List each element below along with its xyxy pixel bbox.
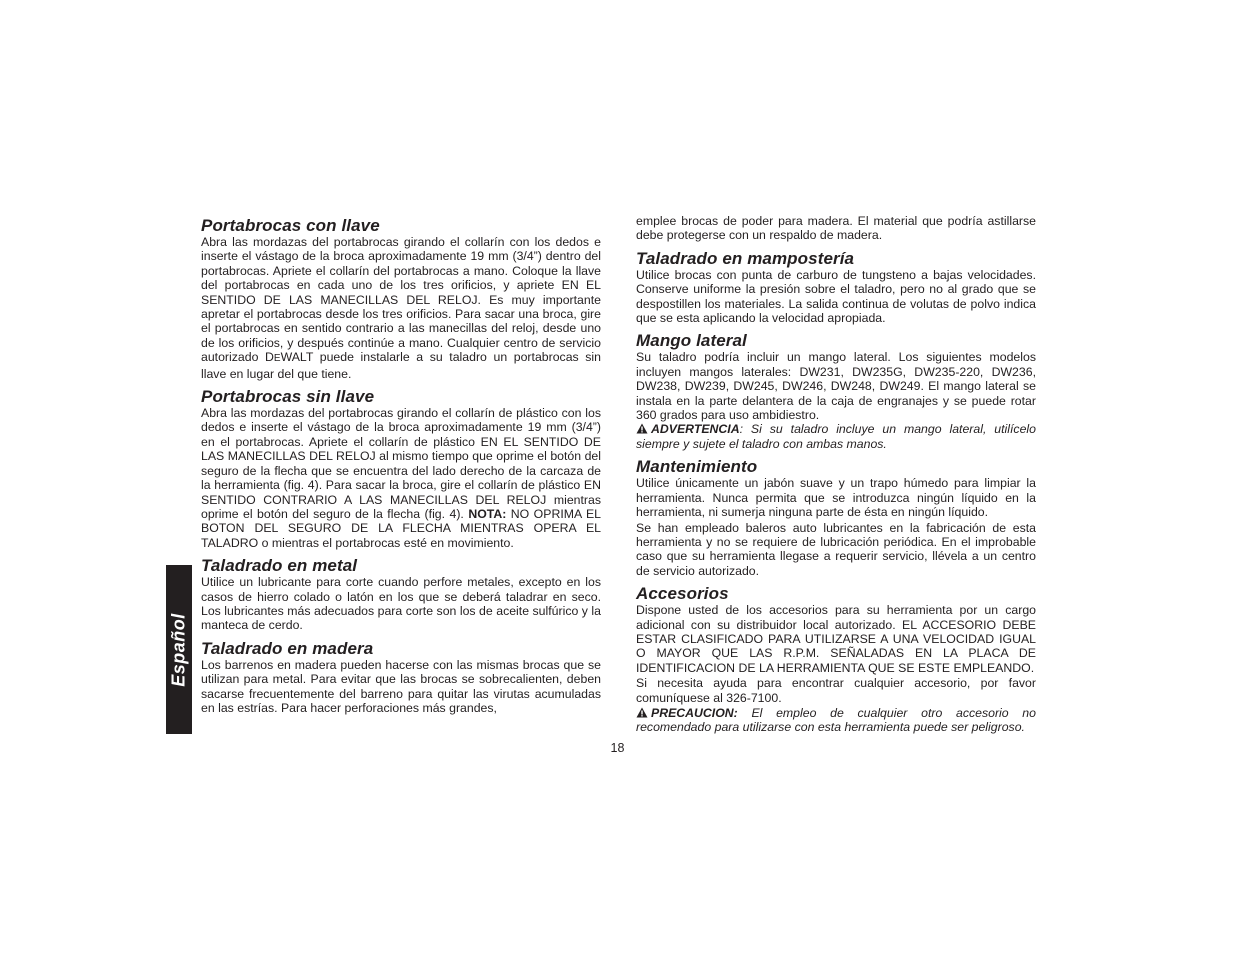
section-heading: Mango lateral — [636, 331, 747, 351]
section-body — [201, 406, 601, 550]
section-body: Utilice brocas con punta de carburo de tungsteno a bajas velocidades. Conserve uniforme la presión sobre el taladro, pero no al grado que se despostillen los materiales. La salida continua de volutas de polvo indica que se esta aplicando la velocidad apropiada. — [636, 267, 1036, 326]
section-body: Si necesita ayuda para encontrar cualquier accesorio, por favor comuníquese al 326-7100. — [636, 676, 1036, 705]
section-body: Utilice únicamente un jabón suave y un trapo húmedo para limpiar la herramienta. Nunca permita que se introduzca ningún líquido en la herramienta, ni sumerja ninguna parte de ésta en ningún líquido. — [636, 476, 1036, 520]
language-side-tab — [166, 565, 192, 734]
left-column — [201, 214, 601, 715]
section-body — [201, 235, 601, 381]
page-number: 18 — [610, 741, 625, 755]
warning-paragraph — [636, 422, 1036, 451]
section-heading: Portabrocas sin llave — [201, 387, 375, 407]
continued-text: emplee brocas de poder para madera. El material que podría astillarse debe protegerse con un respaldo de madera. — [636, 214, 1036, 243]
warning-triangle-icon — [636, 423, 648, 434]
body-text: Abra las mordazas del portabrocas girando el collarín con los dedos e inserte el vástago de la broca aproximadamente 19 mm (3/4”) dentro del portabrocas. Apriete el collarín del portabrocas a mano. Coloque la llave del portabrocas en cada uno de los tres orificios, y apriete EN EL SENTIDO DE LAS MANECILLAS DEL RELOJ. Es muy importante apretar el portabrocas desde los tres orificios. Para sacar una broca, gire el portabrocas en sentido contrario a las manecillas del reloj, desde uno de los orificios, y después continúe a mano. Cualquier centro de servicio autorizado D — [201, 235, 601, 365]
section-heading: Mantenimiento — [636, 457, 758, 477]
language-tab-label: Español — [168, 612, 189, 687]
right-column — [636, 214, 1036, 735]
brand-small-cap: E — [273, 353, 281, 365]
section-heading: Taladrado en madera — [201, 638, 374, 658]
body-text: WALT puede instalarle a su taladro un portabrocas sin llave en lugar del que tiene. — [201, 350, 601, 381]
warning-triangle-icon — [636, 707, 648, 718]
section-heading: Taladrado en mampostería — [636, 248, 855, 268]
warning-label: ADVERTENCIA — [651, 422, 740, 437]
note-text: NO OPRIMA EL BOTON DEL SEGURO DE LA FLECHA MIENTRAS OPERA EL TALADRO o mientras el portabrocas esté en movimiento. — [201, 506, 601, 550]
section-body: Dispone usted de los accesorios para su herramienta por un cargo adicional con su distribuidor local autorizado. EL ACCESORIO DEBE ESTAR CLASIFICADO PARA UTILIZARSE A UNA VELOCIDAD IGUAL O MAYOR QUE LAS R.P.M. SEÑALADAS EN LA PLACA DE IDENTIFICACION DE LA HERRAMIENTA QUE SE ESTE EMPLEANDO. — [636, 603, 1036, 675]
section-heading: Portabrocas con llave — [201, 216, 380, 235]
section-heading: Taladrado en metal — [201, 556, 358, 576]
caution-paragraph — [636, 706, 1036, 735]
warning-text: : Si su taladro incluye un mango lateral, utilícelo siempre y sujete el taladro con ambas manos. — [636, 422, 1036, 451]
body-text: Abra las mordazas del portabrocas girando el collarín de plástico con los dedos e inserte el vástago de la broca aproximadamente 19 mm (3/4”) en el portabrocas. Apriete el collarín de plástico EN EL SENTIDO DE LAS MANECILLAS DEL RELOJ al mismo tiempo que oprime el botón del seguro de la flecha que se encuentra del lado derecho de la carcaza de la herramienta (fig. 4). Para sacar la broca, gire el collarín de plástico EN SENTIDO CONTRARIO A LAS MANECILLAS DEL RELOJ mientras oprime el botón del seguro de la flecha (fig. 4). — [201, 406, 601, 521]
note-label: NOTA: — [468, 506, 507, 521]
section-body: Su taladro podría incluir un mango lateral. Los siguientes modelos incluyen mangos laterales: DW231, DW235G, DW235-220, DW236, DW238, DW239, DW245, DW246, DW248, DW249. El mango lateral se instala en la parte delantera de la caja de engranajes y se puede rotar 360 grados para uso ambidiestro. — [636, 350, 1036, 423]
caution-label: PRECAUCION: — [651, 705, 738, 720]
caution-text: El empleo de cualquier otro accesorio no recomendado para utilizarse con esta herramienta puede ser peligroso. — [636, 705, 1036, 735]
section-body: Se han empleado baleros auto lubricantes en la fabricación de esta herramienta y no se requiere de lubricación periódica. En el improbable caso que su herramienta llegase a requerir servicio, llévela a un centro de servicio autorizado. — [636, 520, 1036, 578]
section-body: Los barrenos en madera pueden hacerse con las mismas brocas que se utilizan para metal. Para evitar que las brocas se sobrecalienten, deben sacarse frecuentemente del barreno para quitar las virutas acumuladas en las estrías. Para hacer perforaciones más grandes, — [201, 657, 601, 715]
section-heading: Accesorios — [636, 584, 729, 604]
section-body: Utilice un lubricante para corte cuando perfore metales, excepto en los casos de hierro colado o latón en los que se deberá taladrar en seco. Los lubricantes más adecuados para corte son los de aceite sulfúrico y la manteca de cerdo. — [201, 575, 601, 633]
